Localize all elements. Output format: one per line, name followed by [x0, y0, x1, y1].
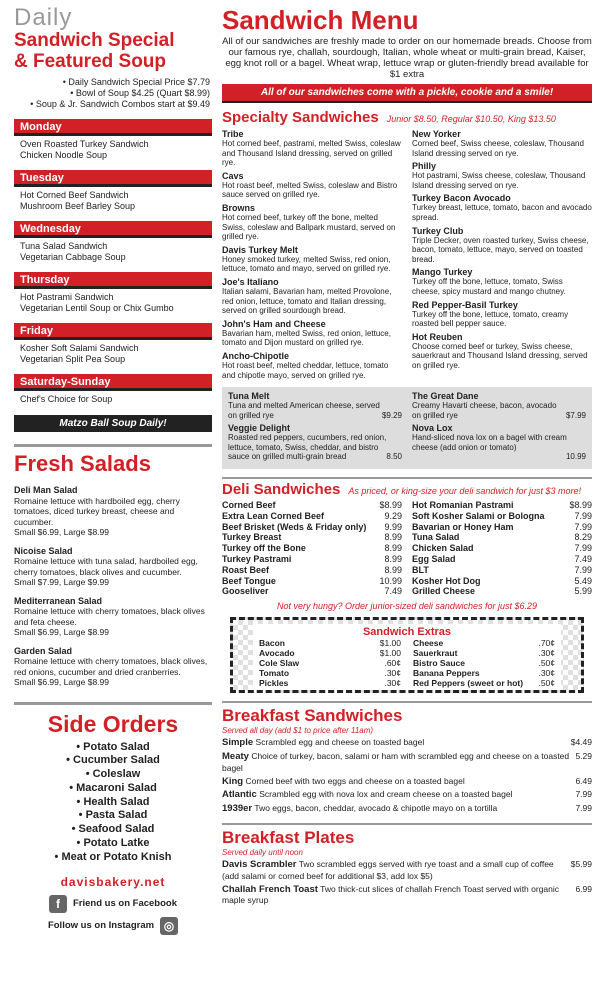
extra-row: [413, 658, 555, 668]
plate-desc: Two thick-cut slices of challah French Toast served with organic maple syrup: [222, 883, 560, 906]
sandwich-name: Davis Turkey Melt: [222, 244, 298, 255]
plates-title: Breakfast Plates: [222, 823, 592, 848]
breakfast-price: 7.99: [575, 803, 592, 814]
breakfast-item: [222, 776, 592, 788]
day-item: Hot Pastrami Sandwich: [20, 292, 114, 302]
extra-price: .30¢: [538, 668, 555, 679]
sandwich-desc: Bavarian ham, melted Swiss, red onion, lettuce, tomato and Dijon mustard on grilled rye.: [222, 328, 391, 348]
deli-row: [412, 522, 592, 533]
gray-desc: Hand-sliced nova lox on a bagel with cream cheese (add onion or tomato): [412, 433, 567, 452]
day-item: Vegetarian Split Pea Soup: [20, 354, 126, 364]
side-orders-section: [14, 702, 212, 865]
deli-name: Beef Brisket (Weds & Friday only): [222, 521, 367, 532]
day-item: Chef's Choice for Soup: [20, 394, 113, 404]
plate-desc: Two scrambled eggs served with rye toast and a small cup of coffee: [298, 859, 554, 870]
deli-price: 8.29: [574, 532, 592, 543]
specialty-item: [412, 161, 592, 190]
deli-price: 7.99: [574, 543, 592, 554]
breakfast-title: Breakfast Sandwiches: [222, 701, 592, 726]
breakfast-text: [222, 789, 513, 801]
gray-name: Tuna Melt: [228, 391, 270, 402]
deli-price: 8.99: [384, 554, 402, 565]
day-items: [14, 289, 212, 314]
breakfast-price: 6.49: [575, 775, 592, 786]
extras-box: [230, 617, 584, 693]
salad-desc: Romaine lettuce with cherry tomatoes, black olives and feta cheese.: [14, 606, 205, 627]
gray-right: [412, 391, 586, 465]
gray-item: [228, 423, 402, 462]
deli-row: [222, 500, 402, 511]
day-header: Thursday: [14, 272, 212, 289]
day-header: Monday: [14, 119, 212, 136]
deli-name: Grilled Cheese: [412, 586, 476, 597]
extra-name: Cole Slaw: [259, 658, 300, 669]
deli-price: 5.49: [574, 575, 592, 586]
deli-name: BLT: [412, 564, 429, 575]
day-item: Kosher Soft Salami Sandwich: [20, 343, 139, 353]
deli-price: $8.99: [569, 500, 592, 511]
specialty-item: [412, 300, 592, 329]
gray-specials: [222, 387, 592, 469]
sandwich-desc: Triple Decker, oven roasted turkey, Swiss cheese, bacon, tomato, lettuce, mayo, served on toasted bread.: [412, 235, 589, 264]
gray-desc: Creamy Havarti cheese, bacon, avocado: [412, 401, 557, 411]
specialty-item: [412, 226, 592, 265]
menu-title: Sandwich Menu: [222, 5, 419, 35]
sandwich-name: Mango Turkey: [412, 267, 473, 278]
extra-row: [259, 668, 401, 678]
extra-price: .70¢: [538, 638, 555, 649]
side-list: [14, 741, 212, 865]
side-item: • Cucumber Salad: [66, 754, 160, 767]
breakfast-name: Meaty: [222, 751, 249, 763]
specialty-columns: [222, 129, 592, 383]
day-item: Vegetarian Lentil Soup or Chix Gumbo: [20, 303, 174, 313]
extra-row: [259, 648, 401, 658]
day-header: Friday: [14, 323, 212, 340]
gray-name: The Great Dane: [412, 391, 479, 402]
plate-price: 6.99: [575, 883, 592, 894]
gray-item: [228, 391, 402, 420]
deli-row: [412, 565, 592, 576]
deli-name: Tuna Salad: [412, 532, 460, 543]
gray-item: [412, 423, 586, 462]
deli-price: 7.99: [574, 564, 592, 575]
deli-note: As priced, or king-size your deli sandwich for just $3 more!: [348, 486, 581, 497]
breakfast-desc: Choice of turkey, bacon, salami or ham with scrambled egg and cheese on a toasted bagel: [222, 751, 570, 773]
deli-price: 7.99: [574, 521, 592, 532]
specialty-item: [412, 332, 592, 371]
sandwich-desc: Italian salami, Bavarian ham, melted Provolone, red onion, lettuce, tomato and Italian dressing, served on grilled sourdough bread.: [222, 286, 392, 316]
gray-desc: Tuna and melted American cheese, served: [228, 401, 380, 411]
salad-item: [14, 485, 212, 538]
gray-price: 10.99: [565, 452, 586, 462]
extras-right: [413, 638, 555, 688]
deli-row: [412, 543, 592, 554]
specialty-title: Specialty Sandwiches: [222, 109, 379, 126]
deli-name: Gooseliver: [222, 586, 269, 597]
daily-schedule: [14, 119, 212, 405]
sandwich-desc: Turkey off the bone, lettuce, tomato, Swiss cheese, spicy mustard and mango chutney.: [412, 277, 566, 296]
specialty-item: [222, 277, 402, 316]
deli-price: 7.49: [574, 554, 592, 565]
breakfast-text: [222, 803, 497, 815]
plate-row: [222, 884, 592, 907]
deli-price: 7.99: [574, 510, 592, 521]
extras-left: [259, 638, 401, 688]
gray-name: Nova Lox: [412, 423, 453, 434]
sandwich-name: John's Ham and Cheese: [222, 318, 326, 329]
salad-price: Small $6.99, Large $8.99: [14, 527, 109, 537]
side-item: • Macaroni Salad: [69, 781, 157, 794]
specialty-item: [412, 129, 592, 158]
extra-price: .50¢: [538, 658, 555, 669]
gray-tail: sauce on grilled multi-grain bread: [228, 452, 347, 462]
day-block: [14, 221, 212, 263]
salad-desc: Romaine lettuce with hardboiled egg, cherry tomatoes, diced turkey breast, cheese and cucumber.: [14, 495, 180, 527]
daily-label: Daily: [14, 4, 73, 31]
day-block: [14, 272, 212, 314]
extra-name: Sauerkraut: [413, 648, 458, 659]
day-item: Vegetarian Cabbage Soup: [20, 252, 126, 262]
plates-list: [222, 859, 592, 906]
gray-price-row: [228, 452, 402, 462]
breakfast-item: [222, 751, 592, 774]
deli-price: 8.99: [384, 543, 402, 554]
deli-title: Deli Sandwiches: [222, 481, 341, 499]
gray-price: $7.99: [565, 410, 586, 420]
plate-price: $5.99: [570, 859, 592, 870]
deli-row: [222, 565, 402, 576]
gray-tail: on grilled rye: [228, 410, 274, 420]
deli-row: [412, 554, 592, 565]
sandwich-desc: Hot corned beef, pastrami, melted Swiss, coleslaw and Thousand Island dressing, served on grilled rye.: [222, 139, 401, 168]
info-line: • Daily Sandwich Special Price $7.79: [62, 77, 210, 87]
deli-left: [222, 500, 402, 597]
sandwich-desc: Turkey breast, lettuce, tomato, bacon and avocado spread.: [412, 203, 592, 222]
extra-name: Bistro Sauce: [413, 658, 465, 669]
side-item: • Seafood Salad: [71, 823, 155, 836]
breakfast-name: 1939er: [222, 803, 253, 815]
extra-price: .30¢: [384, 668, 401, 679]
sandwich-name: Browns: [222, 202, 256, 213]
breakfast-text: [222, 776, 465, 788]
sandwich-name: Turkey Bacon Avocado: [412, 193, 511, 204]
specialty-prices: Junior $8.50, Regular $10.50, King $13.50: [386, 114, 556, 124]
facebook-label: Friend us on Facebook: [73, 898, 177, 910]
deli-list: [222, 500, 592, 597]
deli-row: [222, 543, 402, 554]
extra-name: Red Peppers (sweet or hot): [413, 678, 524, 689]
deli-name: Kosher Hot Dog: [412, 575, 481, 586]
sandwich-desc: Honey smoked turkey, melted Swiss, red onion, lettuce, tomato and mayo, served on grilled rye.: [222, 254, 391, 274]
salad-desc: Romaine lettuce with tuna salad, hardboiled egg, cherry tomatoes, black olives and cucumber.: [14, 556, 198, 577]
salad-name: Nicoise Salad: [14, 545, 73, 556]
breakfast-subtitle: Served all day (add $1 to price after 11am): [222, 726, 374, 736]
extra-price: .60¢: [384, 658, 401, 669]
deli-name: Turkey Pastrami: [222, 554, 292, 565]
specialty-item: [222, 319, 402, 348]
salad-name: Deli Man Salad: [14, 485, 78, 495]
side-item: • Coleslaw: [85, 768, 141, 781]
deli-row: [222, 511, 402, 522]
breakfast-name: Atlantic: [222, 789, 257, 801]
day-item: Oven Roasted Turkey Sandwich: [20, 139, 149, 149]
side-orders-title: Side Orders: [47, 710, 179, 737]
menu-intro: All of our sandwiches are freshly made to order on our homemade breads. Choose from our famous rye, challah, sourdough, Italian, whole wheat or multi-grain bread, Kaiser, egg knot roll or a bagel. Wheat wrap, lettuce wrap or gluten-friendly bread available for $1 extra: [222, 36, 592, 80]
breakfast-price: $4.49: [570, 737, 592, 748]
breakfast-price: 5.29: [575, 751, 592, 762]
extra-row: [259, 678, 401, 688]
deli-row: [412, 576, 592, 587]
specialty-item: [222, 203, 402, 242]
breakfast-text: [222, 751, 575, 774]
day-item: Mushroom Beef Barley Soup: [20, 201, 136, 211]
gray-price-row: [412, 411, 586, 421]
salad-name: Mediterranean Salad: [14, 595, 103, 606]
matzo-banner: Matzo Ball Soup Daily!: [14, 415, 212, 432]
deli-row: [412, 532, 592, 543]
extra-name: Pickles: [259, 678, 289, 689]
day-items: [14, 136, 212, 161]
sandwich-name: Ancho-Chipotle: [222, 350, 289, 361]
sandwich-name: Joe's Italiano: [222, 276, 279, 287]
deli-name: Extra Lean Corned Beef: [222, 510, 325, 521]
day-item: Hot Corned Beef Sandwich: [20, 190, 129, 200]
extras-inner: [253, 624, 561, 690]
deli-name: Chicken Salad: [412, 543, 474, 554]
junior-note: Not very hungy? Order junior-sized deli sandwiches for just $6.29: [277, 601, 537, 612]
deli-name: Bavarian or Honey Ham: [412, 521, 514, 532]
extra-name: Avocado: [259, 648, 295, 659]
extra-name: Cheese: [413, 638, 444, 649]
side-item: • Meat or Potato Knish: [54, 850, 172, 863]
extras-title: Sandwich Extras: [362, 626, 452, 639]
plate-item: [222, 859, 592, 882]
extra-name: Bacon: [259, 638, 285, 649]
day-block: [14, 119, 212, 161]
gray-desc: Roasted red peppers, cucumbers, red onion, lettuce, tomato, Swiss, cheddar, and bistro: [228, 433, 387, 452]
deli-price: 8.99: [384, 532, 402, 543]
deli-name: Beef Tongue: [222, 575, 276, 586]
breakfast-desc: Scrambled egg with nova lox and cream cheese on a toasted bagel: [259, 789, 513, 800]
day-items: [14, 391, 212, 405]
deli-price: 10.99: [379, 575, 402, 586]
left-column: [14, 6, 212, 935]
specialty-item: [412, 267, 592, 296]
plate-name: Davis Scrambler: [222, 859, 297, 871]
extra-price: .30¢: [538, 648, 555, 659]
breakfast-desc: Corned beef with two eggs and cheese on a toasted bagel: [245, 775, 465, 786]
deli-row: [412, 511, 592, 522]
specialty-right: [412, 129, 592, 383]
gray-item: [412, 391, 586, 420]
plates-subtitle: Served daily until noon: [222, 848, 303, 858]
gray-name: Veggie Delight: [228, 423, 291, 434]
sandwich-desc: Hot corned beef, turkey off the bone, melted Swiss, coleslaw and Ballpark mustard, served on grilled rye.: [222, 212, 396, 242]
sandwich-name: New Yorker: [412, 129, 461, 139]
breakfast-item: [222, 737, 592, 749]
salad-name: Garden Salad: [14, 645, 73, 656]
extras-grid: [259, 638, 555, 688]
deli-price: 8.99: [384, 564, 402, 575]
facebook-icon: f: [49, 895, 67, 913]
deli-price: 9.99: [384, 521, 402, 532]
breakfast-item: [222, 803, 592, 815]
special-info: [14, 77, 212, 110]
day-block: [14, 323, 212, 365]
extra-row: [413, 648, 555, 658]
extra-row: [413, 638, 555, 648]
specialty-item: [222, 245, 402, 274]
sandwich-name: Hot Reuben: [412, 331, 463, 342]
plate-item: [222, 884, 592, 907]
gray-tail: on grilled rye: [412, 410, 458, 420]
day-item: Tuna Salad Sandwich: [20, 241, 108, 251]
instagram-label: Follow us on Instagram: [47, 920, 155, 932]
sandwich-name: Turkey Club: [412, 225, 464, 236]
specialty-left: [222, 129, 402, 383]
sandwich-name: Philly: [412, 161, 437, 172]
breakfast-price: 7.99: [575, 789, 592, 800]
breakfast-name: King: [222, 775, 244, 787]
day-header: Wednesday: [14, 221, 212, 238]
sandwich-desc: Hot roast beef, melted cheddar, lettuce, tomato and chipotle mayo, served on grilled rye.: [222, 360, 389, 380]
deli-header: [222, 477, 592, 498]
deli-price: 7.49: [384, 586, 402, 597]
deli-name: Egg Salad: [412, 554, 456, 565]
day-items: [14, 340, 212, 365]
deli-name: Soft Kosher Salami or Bologna: [412, 510, 545, 521]
info-line: • Bowl of Soup $4.25 (Quart $8.99): [70, 88, 210, 98]
specialty-item: [222, 351, 402, 380]
extra-row: [259, 638, 401, 648]
salads-title: Fresh Salads: [14, 451, 151, 476]
salad-price: Small $6.99, Large $8.99: [14, 677, 109, 687]
website-link[interactable]: davisbakery.net: [60, 874, 166, 889]
breakfast-desc: Scrambled egg and cheese on toasted bagel: [255, 737, 425, 748]
day-block: [14, 374, 212, 405]
day-header: Saturday-Sunday: [14, 374, 212, 391]
salad-desc: Romaine lettuce with cherry tomatoes, black olives, red onions, cucumber and dried cranberries.: [14, 656, 208, 677]
side-item: • Potato Latke: [76, 837, 150, 850]
gray-price-row: [228, 411, 402, 421]
sandwich-desc: Hot pastrami, Swiss cheese, coleslaw, Thousand Island dressing served on rye.: [412, 171, 586, 190]
deli-name: Roast Beef: [222, 564, 270, 575]
breakfast-item: [222, 789, 592, 801]
info-line: • Soup & Jr. Sandwich Combos start at $9.49: [30, 99, 210, 109]
deli-row: [222, 554, 402, 565]
soup-title: & Featured Soup: [14, 51, 167, 72]
specialty-item: [222, 171, 402, 200]
day-items: [14, 187, 212, 212]
salads-section: [14, 444, 212, 688]
deli-name: Turkey Breast: [222, 532, 282, 543]
specialty-item: [222, 129, 402, 168]
day-header: Tuesday: [14, 170, 212, 187]
plate-row: [222, 859, 592, 871]
breakfast-text: [222, 737, 424, 749]
deli-name: Corned Beef: [222, 500, 276, 511]
day-items: [14, 238, 212, 263]
sandwich-desc: Choose corned beef or turkey, Swiss cheese, sauerkraut and Thousand Island dressing, served on grilled rye.: [412, 341, 588, 370]
side-item: • Potato Salad: [76, 740, 150, 753]
specialty-item: [412, 193, 592, 222]
breakfast-desc: Two eggs, bacon, cheddar, avocado & chipotle mayo on a tortilla: [254, 803, 498, 814]
deli-right: [412, 500, 592, 597]
extra-name: Tomato: [259, 668, 290, 679]
extra-price: $1.00: [379, 648, 401, 659]
deli-price: 5.99: [574, 586, 592, 597]
side-item: • Pasta Salad: [78, 809, 148, 822]
sandwich-name: Tribe: [222, 129, 244, 139]
deli-row: [412, 500, 592, 511]
sandwich-desc: Turkey off the bone, lettuce, tomato, creamy roasted bell pepper sauce.: [412, 309, 569, 329]
side-item: • Health Salad: [76, 795, 150, 808]
salad-item: [14, 646, 212, 688]
deli-row: [222, 522, 402, 533]
gray-price: $9.29: [381, 410, 402, 420]
plate-text: [222, 859, 554, 871]
deli-row: [412, 586, 592, 597]
plate-text: [222, 884, 575, 907]
salad-price: Small $7.99, Large $9.99: [14, 577, 109, 587]
special-title: Sandwich Special: [14, 30, 175, 51]
breakfast-list: [222, 737, 592, 815]
salad-list: [14, 485, 212, 688]
day-block: [14, 170, 212, 212]
breakfast-name: Simple: [222, 737, 254, 749]
deli-price: $8.99: [379, 500, 402, 511]
extra-row: [259, 658, 401, 668]
instagram-row[interactable]: [14, 917, 212, 935]
gray-left: [228, 391, 402, 465]
day-item: Chicken Noodle Soup: [20, 150, 108, 160]
salad-item: [14, 596, 212, 638]
deli-row: [222, 576, 402, 587]
extra-price: .50¢: [538, 678, 555, 689]
plate-extra: (add salami or corned beef for additional $3, add lox $5): [222, 870, 433, 881]
right-column: [222, 6, 592, 906]
deli-price: 9.29: [384, 510, 402, 521]
instagram-icon: ◎: [160, 917, 178, 935]
sandwich-desc: Hot roast beef, melted Swiss, coleslaw and Bistro sauce served on grilled rye.: [222, 180, 398, 200]
gray-price: 8.50: [386, 452, 402, 462]
salad-price: Small $6.99, Large $8.99: [14, 627, 109, 637]
extra-price: $1.00: [379, 638, 401, 649]
facebook-row[interactable]: [14, 895, 212, 913]
sandwich-name: Red Pepper-Basil Turkey: [412, 299, 518, 310]
deli-row: [222, 586, 402, 597]
extra-row: [413, 668, 555, 678]
gray-price-row: [412, 452, 586, 462]
extra-row: [413, 678, 555, 688]
deli-name: Hot Romanian Pastrami: [412, 500, 514, 511]
sandwich-name: Cavs: [222, 170, 244, 181]
specialty-header: [222, 109, 592, 126]
deli-row: [222, 532, 402, 543]
plate-name: Challah French Toast: [222, 883, 318, 895]
salad-item: [14, 546, 212, 588]
deli-name: Turkey off the Bone: [222, 543, 306, 554]
extra-price: .30¢: [384, 678, 401, 689]
extra-name: Banana Peppers: [413, 668, 480, 679]
menu-banner: All of our sandwiches come with a pickle, cookie and a smile!: [222, 84, 592, 103]
sandwich-desc: Corned beef, Swiss cheese, coleslaw, Thousand Island dressing served on rye.: [412, 139, 584, 158]
